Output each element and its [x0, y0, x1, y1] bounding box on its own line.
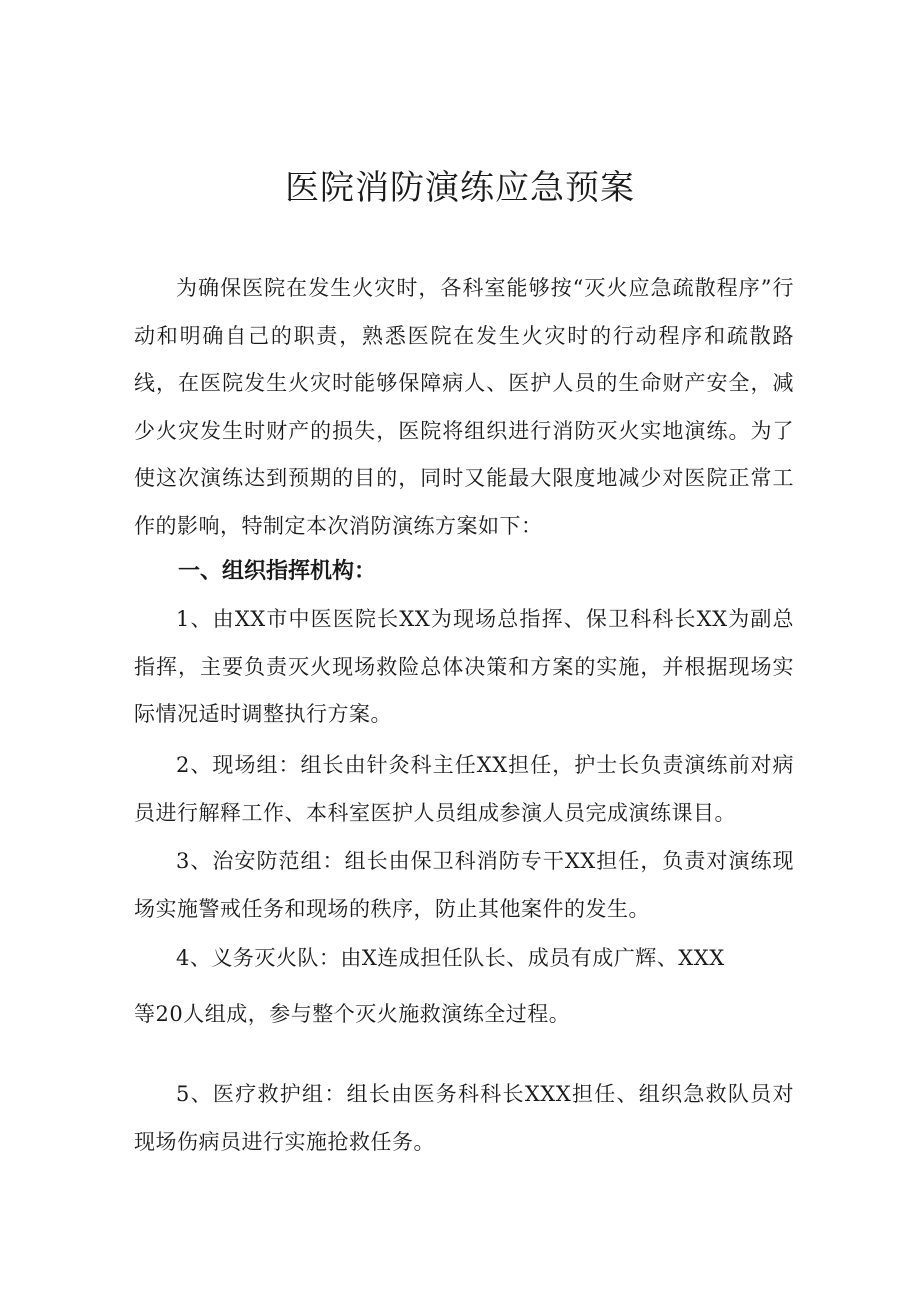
item-4-line-1: 4、义务灭火队：由X连成担任队长、成员有成广辉、XXX: [176, 946, 725, 970]
document-title: 医院消防演练应急预案: [285, 168, 635, 208]
item-4-line-2: 等20人组成，参与整个灭火施救演练全过程。: [134, 1002, 571, 1026]
item-1-paragraph: 1、由XX市中医医院长XX为现场总指挥、保卫科科长XX为副总指挥，主要负责灭火现场救险总体决策和方案的实施，并根据现场实际情况适时调整执行方案。: [134, 607, 794, 726]
item-2-paragraph: 2、现场组：组长由针灸科主任XX担任，护士长负责演练前对病员进行解释工作、本科室医护人员组成参演人员完成演练课目。: [134, 753, 794, 825]
item-3-paragraph: 3、治安防范组：组长由保卫科消防专干XX担任，负责对演练现场实施警戒任务和现场的秩序，防止其他案件的发生。: [134, 849, 794, 921]
item-5-paragraph: 5、医疗救护组：组长由医务科科长XXX担任、组织急救队员对现场伤病员进行实施抢救任务。: [134, 1082, 794, 1154]
intro-paragraph: 为确保医院在发生火灾时，各科室能够按“灭火应急疏散程序”行动和明确自己的职责，熟悉医院在发生火灾时的行动程序和疏散路线，在医院发生火灾时能够保障病人、医护人员的生命财产安全，减少火灾发生时财产的损失，医院将组织进行消防灭火实地演练。为了使这次演练达到预期的目的，同时又能最大限度地减少对医院正常工作的影响，特制定本次消防演练方案如下：: [134, 276, 794, 538]
section-heading-organization: 一、组织指挥机构：: [178, 559, 377, 584]
